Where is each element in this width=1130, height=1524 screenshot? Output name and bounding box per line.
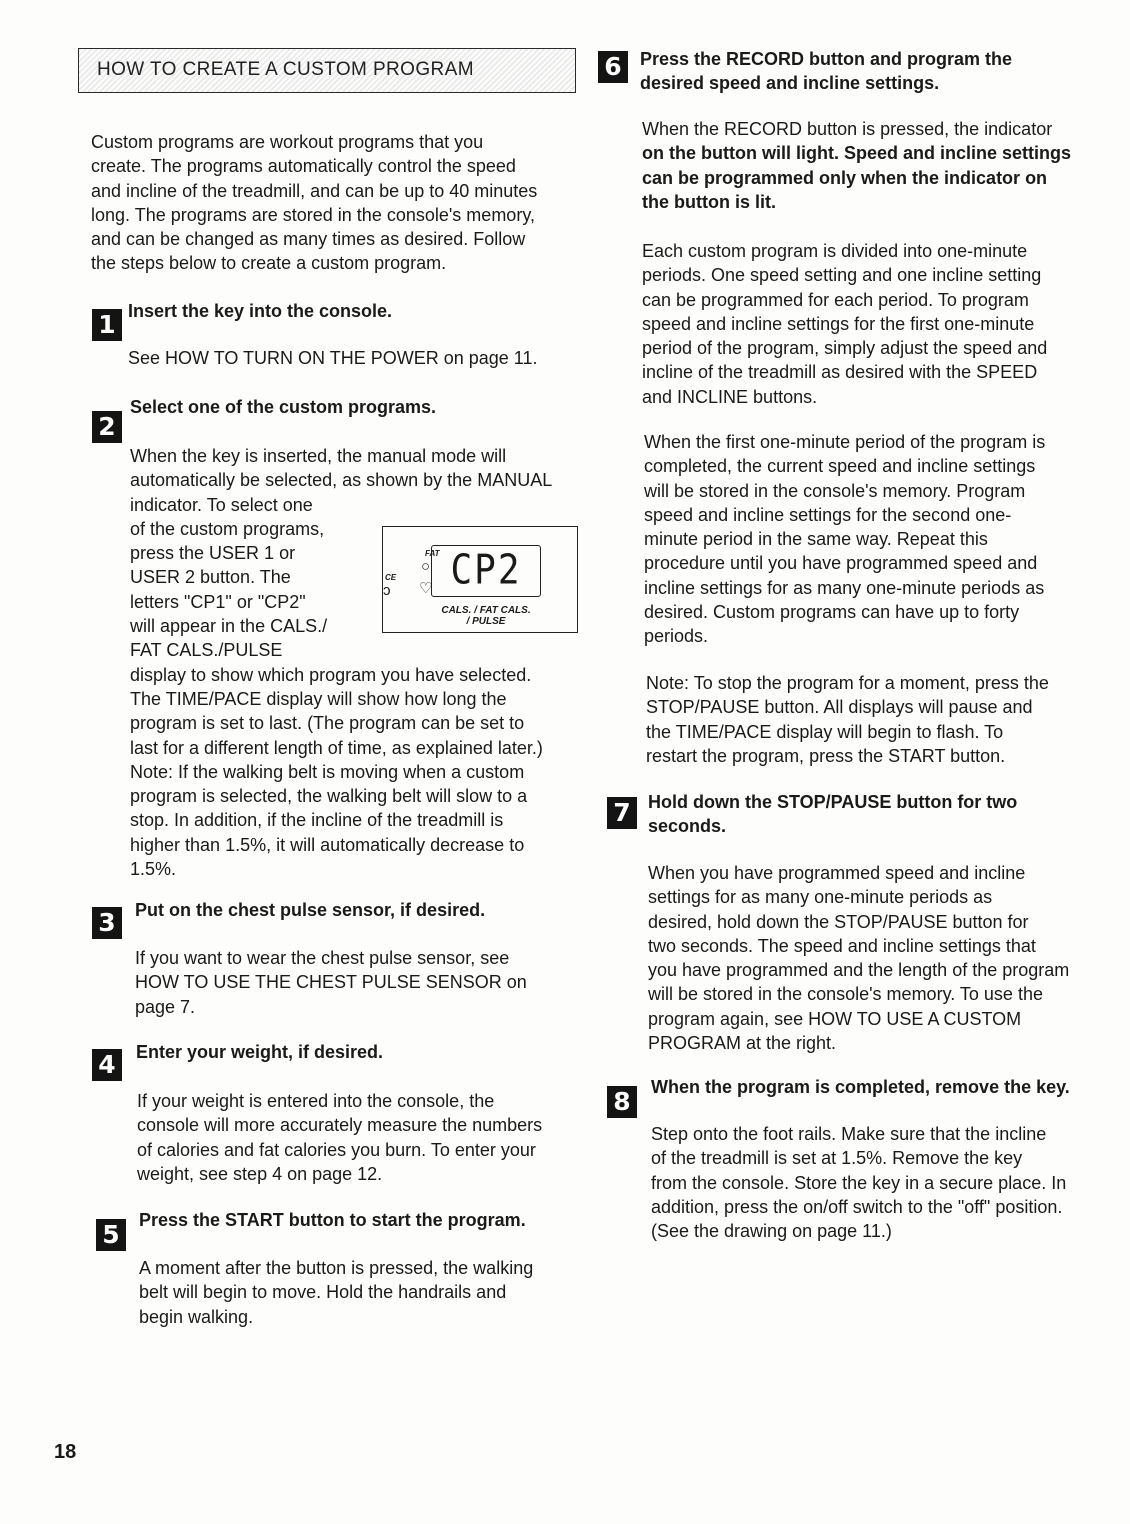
step-number-badge: 5 xyxy=(96,1219,126,1251)
body-line: incline of the treadmill as desired with the SPEED xyxy=(642,362,1038,383)
step-heading: Insert the key into the console. xyxy=(128,301,393,321)
heading-line: Hold down the STOP/PAUSE button for two xyxy=(648,792,1018,812)
body-line: procedure until you have programmed speed and xyxy=(644,553,1038,574)
section-title-box xyxy=(78,48,576,93)
body-line: will appear in the CALS./ xyxy=(130,616,328,637)
intro-line: create. The programs automatically control the speed xyxy=(91,156,516,177)
body-line: last for a different length of time, as explained later.) xyxy=(130,737,543,758)
body-line: speed and incline settings for the first one-minute xyxy=(642,313,1035,334)
body-line: console will more accurately measure the numbers xyxy=(137,1115,543,1136)
body-line: If your weight is entered into the console, the xyxy=(137,1091,495,1111)
circle-indicator-icon: ○ xyxy=(421,558,431,575)
body-line: PROGRAM at the right. xyxy=(648,1033,837,1054)
body-line: page 7. xyxy=(135,996,196,1017)
intro-line: and incline of the treadmill, and can be up to 40 minutes xyxy=(91,180,538,201)
step-body xyxy=(135,946,527,1019)
intro-line: and can be changed as many times as desired. Follow xyxy=(91,229,526,250)
body-line: press the USER 1 or xyxy=(130,543,296,564)
heading-line: desired speed and incline settings. xyxy=(640,73,940,94)
step-heading: When the program is completed, remove the key. xyxy=(651,1077,1070,1097)
step-body xyxy=(642,117,1071,214)
body-line: can be programmed for each period. To program xyxy=(642,289,1029,310)
step-body xyxy=(130,444,552,881)
body-line: of the custom programs, xyxy=(130,518,325,539)
section-title: HOW TO CREATE A CUSTOM PROGRAM xyxy=(97,59,474,80)
body-line: A moment after the button is pressed, the walking xyxy=(139,1258,534,1278)
body-line: automatically be selected, as shown by the MANUAL xyxy=(130,470,553,491)
step-number-badge: 7 xyxy=(607,797,637,829)
body-line: begin walking. xyxy=(139,1306,254,1327)
display-edge-icon: ɔ xyxy=(383,582,391,599)
body-line: the button is lit. xyxy=(642,191,776,212)
body-line: When the RECORD button is pressed, the indicator xyxy=(642,119,1053,139)
step-body xyxy=(137,1089,542,1186)
body-line: restart the program, press the START button. xyxy=(646,745,1006,766)
body-line: completed, the current speed and incline settings xyxy=(644,456,1036,477)
step-heading xyxy=(648,790,1017,839)
body-line: USER 2 button. The xyxy=(130,567,291,588)
body-line: periods. xyxy=(644,626,709,647)
body-line: The TIME/PACE display will show how long the xyxy=(130,688,507,709)
body-line: Step onto the foot rails. Make sure that the incline xyxy=(651,1124,1047,1144)
intro-paragraph xyxy=(91,130,537,276)
step-heading: Put on the chest pulse sensor, if desired. xyxy=(135,900,486,920)
step-number-badge: 6 xyxy=(598,51,628,83)
body-line: speed and incline settings for the second one- xyxy=(644,504,1012,525)
step-heading: Select one of the custom programs. xyxy=(130,397,437,417)
step-body xyxy=(139,1256,533,1329)
body-line: indicator. To select one xyxy=(130,494,313,515)
body-line: program is set to last. (The program can be set to xyxy=(130,713,525,734)
body-line: stop. In addition, if the incline of the treadmill is xyxy=(130,810,504,831)
body-line: belt will begin to move. Hold the handrails and xyxy=(139,1282,507,1303)
step-body xyxy=(128,346,537,370)
page-number: 18 xyxy=(54,1441,77,1463)
step-number-badge: 3 xyxy=(92,907,122,939)
body-line: STOP/PAUSE button. All displays will pause and xyxy=(646,697,1033,718)
body-line: periods. One speed setting and one incline setting xyxy=(642,265,1042,286)
body-line: higher than 1.5%, it will automatically decrease to xyxy=(130,834,525,855)
body-line: (See the drawing on page 11.) xyxy=(651,1221,892,1242)
heading-line: Press the RECORD button and program the xyxy=(640,49,1013,69)
step-heading: Press the START button to start the program. xyxy=(139,1210,526,1230)
heart-icon: ♡ xyxy=(419,580,433,597)
step-body xyxy=(642,239,1047,409)
step-number-badge: 1 xyxy=(92,309,122,341)
step-number-badge: 4 xyxy=(92,1049,122,1081)
ce-label: CE xyxy=(385,573,397,582)
body-line: When the first one-minute period of the program is xyxy=(644,432,1046,452)
body-line: from the console. Store the key in a secure place. In xyxy=(651,1172,1067,1193)
body-line: 1.5%. xyxy=(130,859,177,880)
body-line: program again, see HOW TO USE A CUSTOM xyxy=(648,1008,1022,1029)
step-body xyxy=(648,861,1069,1055)
step-number-badge: 2 xyxy=(92,411,122,443)
body-line: Each custom program is divided into one-minute xyxy=(642,241,1028,261)
body-line: display to show which program you have selected. xyxy=(130,664,532,685)
body-line: you have programmed and the length of the program xyxy=(648,960,1070,981)
body-line: can be programmed only when the indicator on xyxy=(642,167,1048,188)
console-display-figure xyxy=(382,526,578,633)
body-line: addition, press the on/off switch to the "off" position. xyxy=(651,1196,1063,1217)
body-line: desired, hold down the STOP/PAUSE button for xyxy=(648,911,1029,932)
body-line: Note: To stop the program for a moment, press the xyxy=(646,673,1049,693)
heading-line: seconds. xyxy=(648,816,727,837)
body-line: on the button will light. Speed and incline settings xyxy=(642,143,1072,164)
body-line: settings for as many one-minute periods as xyxy=(648,887,993,908)
step-heading xyxy=(640,47,1012,96)
body-line: letters "CP1" or "CP2" xyxy=(130,591,306,612)
intro-line: Custom programs are workout programs that you xyxy=(91,132,484,152)
body-line: and INCLINE buttons. xyxy=(642,386,818,407)
body-line: FAT CALS./PULSE xyxy=(130,640,283,661)
body-line: HOW TO USE THE CHEST PULSE SENSOR on xyxy=(135,972,527,993)
step-heading: Enter your weight, if desired. xyxy=(136,1042,384,1062)
step-body xyxy=(644,430,1045,649)
body-line: When you have programmed speed and incline xyxy=(648,863,1026,883)
body-line: the TIME/PACE display will begin to flash. To xyxy=(646,721,1004,742)
body-line: period of the program, simply adjust the speed and xyxy=(642,338,1048,359)
display-caption: CALS. / FAT CALS. / PULSE xyxy=(441,605,531,627)
lcd-readout: CP2 xyxy=(450,546,522,594)
intro-line: the steps below to create a custom program. xyxy=(91,253,447,274)
body-line: will be stored in the console's memory. Program xyxy=(644,480,1026,501)
body-line: weight, see step 4 on page 12. xyxy=(137,1163,383,1184)
step-number-badge: 8 xyxy=(607,1086,637,1118)
body-line: Note: If the walking belt is moving when a custom xyxy=(130,761,525,782)
body-line: of the treadmill is set at 1.5%. Remove the key xyxy=(651,1148,1023,1169)
step-body xyxy=(646,671,1049,768)
body-line: two seconds. The speed and incline settings that xyxy=(648,935,1036,956)
body-line: of calories and fat calories you burn. To enter your xyxy=(137,1139,536,1160)
body-line: If you want to wear the chest pulse sensor, see xyxy=(135,948,510,968)
body-line: See HOW TO TURN ON THE POWER on page 11. xyxy=(128,348,538,368)
body-line: will be stored in the console's memory. To use the xyxy=(648,984,1043,1005)
body-line: program is selected, the walking belt will slow to a xyxy=(130,786,528,807)
lcd-readout-frame xyxy=(431,545,541,597)
step-body xyxy=(651,1122,1066,1243)
body-line: incline settings for as many one-minute periods as xyxy=(644,577,1045,598)
body-line: desired. Custom programs can have up to forty xyxy=(644,602,1020,623)
body-line: When the key is inserted, the manual mode will xyxy=(130,446,507,466)
fat-label: FAT xyxy=(425,549,440,558)
body-line: minute period in the same way. Repeat this xyxy=(644,529,988,550)
intro-line: long. The programs are stored in the console's memory, xyxy=(91,204,535,225)
